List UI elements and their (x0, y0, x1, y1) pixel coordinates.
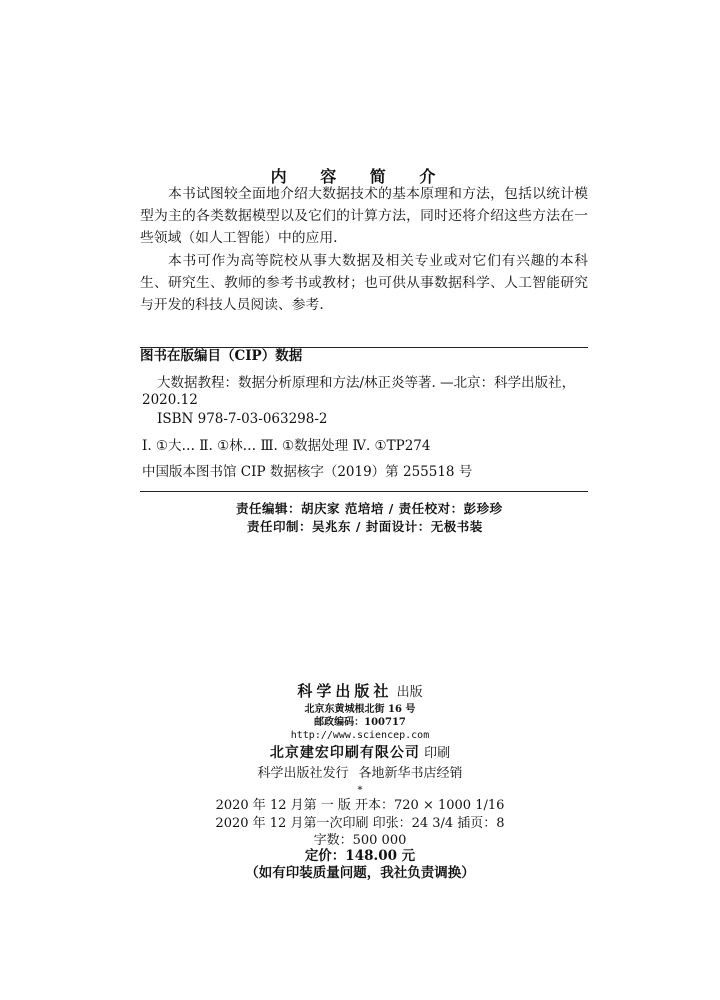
cip-bottom-rule (140, 491, 588, 492)
editor-credits-line-2: 责任印制：吴兆东 / 封面设计：无极书装 (247, 519, 483, 534)
star-separator: * (357, 785, 363, 796)
publisher-suffix: 出版 (396, 685, 423, 700)
word-count: 字数：500 000 (313, 833, 407, 848)
price: 定价：148.00 元 (304, 848, 416, 864)
cip-date-line: 2020.12 (142, 392, 198, 408)
printing-line: 2020 年 12 月第一次印刷 印张：24 3/4 插页：8 (215, 816, 505, 831)
distribution-line (0, 765, 720, 782)
publisher-address: 北京东黄城根北街 16 号 (304, 704, 416, 715)
publisher-line (0, 683, 720, 701)
editor-credits-line-1: 责任编辑：胡庆家 范培培 / 责任校对：彭珍珍 (236, 501, 503, 516)
cip-title-line: 大数据教程：数据分析原理和方法/林正炎等著. —北京：科学出版社， (157, 375, 576, 391)
publisher-website: http://www.sciencep.com (290, 730, 430, 741)
cip-heading: 图书在版编目（CIP）数据 (140, 348, 303, 364)
summary-paragraph-1: 本书试图较全面地介绍大数据技术的基本原理和方法，包括以统计模型为主的各类数据模型以及它们的计算方法，同时还将介绍这些方法在一些领域（如人工智能）中的应用. (140, 186, 588, 246)
edition-line: 2020 年 12 月第 一 版 开本：720 × 1000 1/16 (215, 798, 505, 813)
quality-notice: （如有印装质量问题，我社负责调换） (245, 865, 475, 881)
summary-paragraph-2: 本书可作为高等院校从事大数据及相关专业或对它们有兴趣的本科生、研究生、教师的参考书或教材；也可供从事数据科学、人工智能研究与开发的科技人员阅读、参考. (140, 253, 588, 313)
printer-line (0, 745, 720, 762)
printer-name: 北京建宏印刷有限公司 (269, 745, 420, 761)
distribution-publisher: 科学出版社发行 (257, 766, 349, 781)
cip-classification: Ⅰ. ①大… Ⅱ. ①林… Ⅲ. ①数据处理 Ⅳ. ①TP274 (142, 438, 431, 454)
publisher-postcode: 邮政编码：100717 (314, 717, 406, 728)
printer-suffix: 印刷 (424, 746, 451, 761)
cip-isbn: ISBN 978-7-03-063298-2 (157, 411, 328, 427)
cip-verify-number: 中国版本图书馆 CIP 数据核字（2019）第 255518 号 (142, 464, 473, 480)
publisher-logo-text: 科学出版社 (297, 682, 393, 700)
summary-title: 内 容 简 介 (270, 167, 450, 186)
distribution-bookstores: 各地新华书店经销 (358, 766, 463, 781)
